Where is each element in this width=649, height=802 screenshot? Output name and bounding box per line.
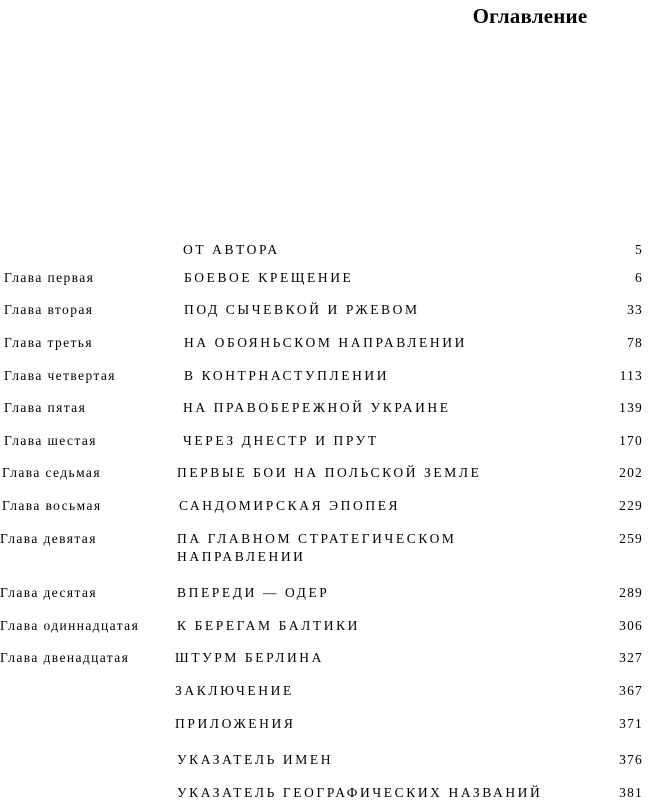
toc-row-chapter-8[interactable] <box>0 497 649 519</box>
toc-entry-title: НА ПРАВОБЕРЕЖНОЙ УКРАИНЕ <box>183 400 451 415</box>
toc-row-chapter-11[interactable] <box>0 617 649 639</box>
toc-chapter-label: Глава шестая <box>4 433 97 448</box>
toc-page-number: 5 <box>635 242 643 257</box>
toc-entry-title: ЗАКЛЮЧЕНИЕ <box>175 683 294 698</box>
toc-chapter-label: Глава восьмая <box>2 498 102 513</box>
toc-chapter-label: Глава двенадцатая <box>0 650 130 665</box>
toc-row-chapter-7[interactable] <box>0 464 649 486</box>
toc-entry-title: НА ОБОЯНЬСКОМ НАПРАВЛЕНИИ <box>184 335 467 350</box>
toc-entry-title: В КОНТРНАСТУПЛЕНИИ <box>184 368 390 383</box>
toc-row-chapter-10[interactable] <box>0 584 649 606</box>
toc-row-name-index[interactable] <box>0 751 649 773</box>
toc-chapter-label: Глава пятая <box>4 400 87 415</box>
toc-entry-title: УКАЗАТЕЛЬ ГЕОГРАФИЧЕСКИХ НАЗВАНИЙ <box>177 785 543 800</box>
toc-row-chapter-9[interactable] <box>0 530 649 570</box>
toc-entry-title: ОТ АВТОРА <box>183 242 280 257</box>
page-title: Оглавление <box>472 4 588 28</box>
toc-chapter-label: Глава четвертая <box>4 368 116 383</box>
toc-chapter-label: Глава вторая <box>4 302 94 317</box>
toc-page-number: 139 <box>619 400 643 415</box>
toc-entry-title: ЧЕРЕЗ ДНЕСТР И ПРУТ <box>183 433 379 448</box>
toc-page-number: 327 <box>619 650 643 665</box>
toc-row-chapter-2[interactable] <box>0 301 649 323</box>
toc-entry-title: ПА ГЛАВНОМ СТРАТЕГИЧЕСКОМ НАПРАВЛЕНИИ <box>177 531 457 564</box>
toc-page-number: 78 <box>627 335 643 350</box>
toc-row-appendices[interactable] <box>0 715 649 737</box>
toc-chapter-label: Глава седьмая <box>2 465 101 480</box>
toc-chapter-label: Глава девятая <box>0 531 97 546</box>
toc-page-number: 371 <box>619 716 643 731</box>
toc-page-number: 289 <box>619 585 643 600</box>
toc-row-chapter-12[interactable] <box>0 649 649 671</box>
toc-page-number: 376 <box>619 752 643 767</box>
toc-row-chapter-6[interactable] <box>0 432 649 454</box>
toc-entry-title: ШТУРМ БЕРЛИНА <box>175 650 325 665</box>
toc-chapter-label: Глава десятая <box>0 585 97 600</box>
toc-page-number: 229 <box>619 498 643 513</box>
toc-page-number: 6 <box>635 270 643 285</box>
toc-row-chapter-4[interactable] <box>0 367 649 389</box>
toc-entry-title: УКАЗАТЕЛЬ ИМЕН <box>177 752 334 767</box>
toc-page-number: 367 <box>619 683 643 698</box>
toc-page-number: 259 <box>619 531 643 546</box>
toc-chapter-label: Глава первая <box>4 270 95 285</box>
toc-entry-title: К БЕРЕГАМ БАЛТИКИ <box>177 618 361 633</box>
toc-chapter-label: Глава одиннадцатая <box>0 618 140 633</box>
toc-entry-title: САНДОМИРСКАЯ ЭПОПЕЯ <box>179 498 401 513</box>
toc-chapter-label: Глава третья <box>4 335 93 350</box>
toc-row-conclusion[interactable] <box>0 682 649 704</box>
toc-page-number: 33 <box>627 302 643 317</box>
toc-page-number: 381 <box>619 785 643 800</box>
toc-entry-title: БОЕВОЕ КРЕЩЕНИЕ <box>184 270 354 285</box>
toc-row-chapter-3[interactable] <box>0 334 649 356</box>
toc-page-number: 202 <box>619 465 643 480</box>
toc-row-chapter-1[interactable] <box>0 269 649 291</box>
toc-entry-title: ВПЕРЕДИ — ОДЕР <box>177 585 330 600</box>
toc-page-number: 306 <box>619 618 643 633</box>
toc-entry-title: ПОД СЫЧЕВКОЙ И РЖЕВОМ <box>184 302 420 317</box>
toc-page-number: 170 <box>619 433 643 448</box>
toc-entry-title: ПЕРВЫЕ БОИ НА ПОЛЬСКОЙ ЗЕМЛЕ <box>177 465 482 480</box>
toc-entry-title: ПРИЛОЖЕНИЯ <box>175 716 296 731</box>
toc-row-chapter-5[interactable] <box>0 399 649 421</box>
toc-row-geo-index[interactable] <box>0 784 649 800</box>
toc-row-author[interactable] <box>0 241 649 263</box>
toc-page-number: 113 <box>619 368 643 383</box>
